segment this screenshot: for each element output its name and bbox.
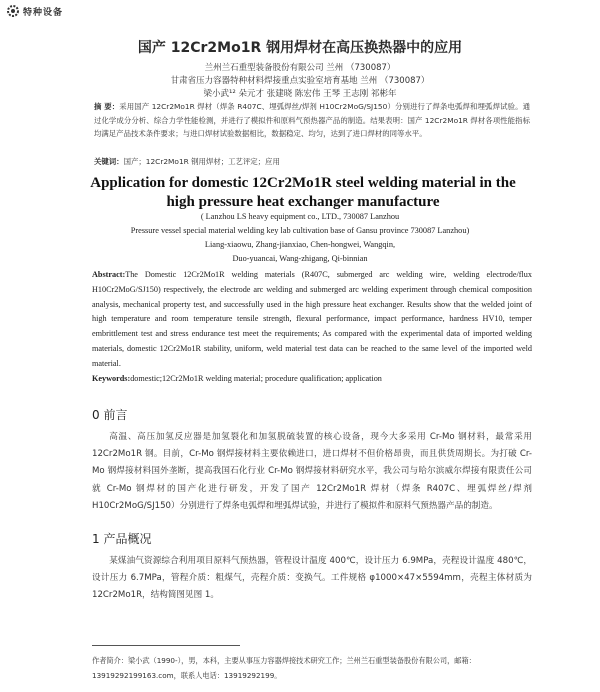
keywords-cn: [94, 155, 530, 169]
gear-icon: [6, 4, 20, 18]
paper-title-en: Application for domestic 12Cr2Mo1R steel welding material in the high pressure heat exchanger manufacture: [90, 175, 516, 210]
authors-en-2: Duo-yuancai, Wang-zhigang, Qi-binnian: [232, 254, 368, 263]
abstract-en: [92, 268, 532, 372]
keywords-en-text: domestic;12Cr2Mo1R welding material; procedure qualification; application: [130, 374, 382, 383]
affiliation-en-2: Pressure vessel special material welding key lab cultivation base of Gansu province 730087 Lanzhou): [130, 226, 470, 235]
abstract-en-label: Abstract:: [92, 270, 126, 279]
abstract-en-text: The Domestic 12Cr2Mo1R welding materials (R407C, submerged arc welding wire, welding electrode/flux H10Cr2MoG/SJ150) respectively, the electrode arc welding and submerged arc welding experiment through chemical composition analysis, mechanical property test, and successfully used in the high pressure heat exchanger. Results show that the welded joint of high temperature and room temperature tensile strength, flexural performance, impact performance, hardness HV10, temper embrittlement test and stress endurance test meet the requirements; As compared with the experimental data of imported welding materials, domestic 12Cr2Mo1R stability, uniform, weld material test data can be reached to the same level of the imported weld material.: [92, 270, 532, 368]
authors-en-1: Liang-xiaowu, Zhang-jianxiao, Chen-hongwei, Wangqin,: [204, 240, 396, 249]
journal-logo: [6, 4, 63, 18]
journal-mark-text: 特种设备: [23, 7, 64, 18]
section-1-body: 某煤油气资源综合利用项目原料气预热器，管程设计温度 400℃，设计压力 6.9MPa，壳程设计温度 480℃，设计压力 6.7MPa，管程介质：粗煤气，壳程介质：变换气。工件规格 φ1000×47×5594mm，壳程主体材质为 12Cr2Mo1R，结构简图见图 1。: [92, 556, 532, 601]
affiliation-cn-1: 兰州兰石重型装备股份有限公司 兰州 （730087）: [204, 63, 396, 73]
section-0-body: 高温、高压加氢反应器是加氢裂化和加氢脱硫装置的核心设备，现今大多采用 Cr-Mo 钢材料，最常采用 12Cr2Mo1R 钢。目前，Cr-Mo 钢焊接材料主要依赖进口，进口焊材不但价格昂贵，而且供货周期长。为打破 Cr-Mo 钢焊接材料国外垄断，提高我国石化行业 Cr-Mo 钢焊接材料研究水平，我公司与哈尔滨威尔焊接有限责任公司就 Cr-Mo 钢焊材的国产化进行研发，开发了国产 12Cr2Mo1R 焊材（焊条 R407C、埋弧焊丝/焊剂 H10Cr2MoG/SJ150）分别进行了焊条电弧焊和埋弧焊试验，并进行了模拟件和原料气预热器产品的制造。: [92, 432, 532, 511]
affiliation-cn-2: 甘肃省压力容器特种材料焊接重点实验室培育基地 兰州 （730087）: [170, 76, 430, 86]
authors-cn: 梁小武¹² 朵元才 张建晓 陈宏伟 王琴 王志刚 祁彬年: [203, 89, 397, 99]
abstract-cn-text: 采用国产 12Cr2Mo1R 焊材（焊条 R407C、埋弧焊丝/焊剂 H10Cr2MoG/SJ150）分别进行了焊条电弧焊和埋弧焊试验。通过化学成分分析、综合力学性能检测，并进行了模拟件和原料气预热器产品的制造。结果表明：国产 12Cr2Mo1R 焊材各项性能指标均满足产品技术条件要求；与进口焊材试验数据相比，数据稳定、均匀，达到了进口焊材的同等水平。: [94, 102, 530, 139]
keywords-en-label: Keywords:: [92, 374, 131, 383]
section-1-heading: 1 产品概况: [92, 532, 152, 546]
keywords-en: [92, 374, 532, 383]
keywords-cn-text: 国产；12Cr2Mo1R 钢用焊材；工艺评定；应用: [123, 157, 280, 166]
keywords-cn-label: 关键词：: [94, 157, 124, 166]
paper-title-cn: 国产 12Cr2Mo1R 钢用焊材在高压换热器中的应用: [137, 40, 463, 56]
abstract-cn-label: 摘 要：: [94, 102, 120, 111]
footnote-divider: [92, 645, 240, 646]
section-0-heading: 0 前言: [92, 408, 128, 422]
author-footnote: 作者简介：梁小武（1990-），男，本科，主要从事压力容器焊接技术研究工作；兰州兰石重型装备股份有限公司，邮箱：13919292199163.com，联系人电话：13919292199。: [92, 656, 476, 680]
affiliation-en-1: ( Lanzhou LS heavy equipment co., LTD., 730087 Lanzhou: [200, 212, 400, 221]
abstract-cn: [94, 100, 530, 141]
